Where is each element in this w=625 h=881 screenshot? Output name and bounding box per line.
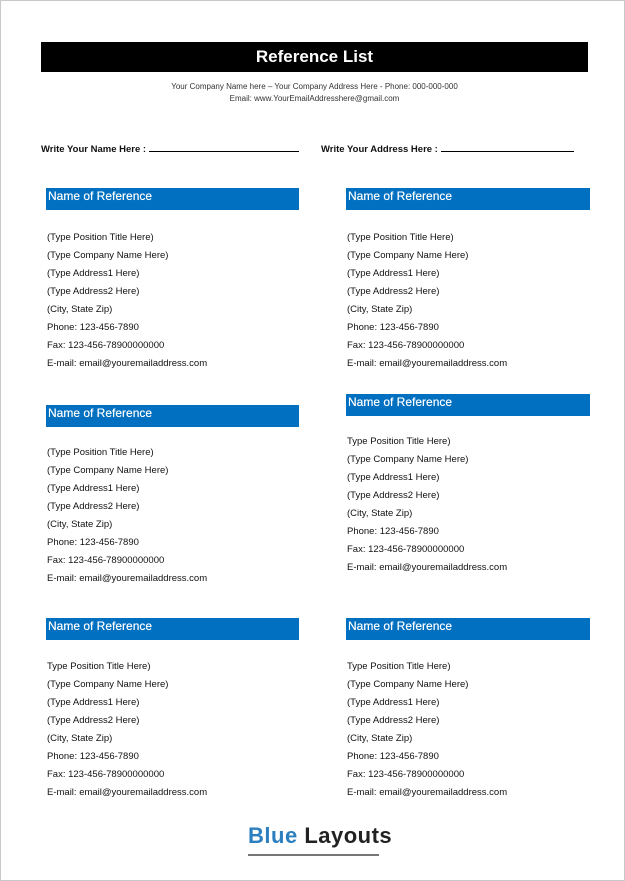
reference-heading: Name of Reference — [346, 394, 590, 416]
reference-fax: Fax: 123-456-78900000000 — [47, 555, 165, 566]
reference-heading: Name of Reference — [346, 618, 590, 640]
address-field — [321, 141, 574, 155]
reference-company: (Type Company Name Here) — [347, 250, 469, 261]
name-field-line[interactable] — [149, 141, 299, 152]
company-email-line: Email: www.YourEmailAddresshere@gmail.com — [229, 94, 400, 103]
reference-city: (City, State Zip) — [47, 733, 113, 744]
reference-address1: (Type Address1 Here) — [347, 472, 440, 483]
reference-address1: (Type Address1 Here) — [47, 697, 140, 708]
reference-heading: Name of Reference — [46, 405, 299, 427]
reference-phone: Phone: 123-456-7890 — [47, 537, 139, 548]
reference-company: (Type Company Name Here) — [47, 465, 169, 476]
reference-block — [346, 394, 590, 577]
reference-address2: (Type Address2 Here) — [347, 715, 440, 726]
reference-details — [46, 658, 299, 802]
reference-heading: Name of Reference — [46, 188, 299, 210]
reference-city: (City, State Zip) — [347, 733, 413, 744]
reference-heading: Name of Reference — [46, 618, 299, 640]
reference-fax: Fax: 123-456-78900000000 — [347, 544, 465, 555]
reference-block — [46, 618, 299, 802]
reference-phone: Phone: 123-456-7890 — [347, 751, 439, 762]
reference-phone: Phone: 123-456-7890 — [47, 751, 139, 762]
reference-fax: Fax: 123-456-78900000000 — [347, 340, 465, 351]
reference-address2: (Type Address2 Here) — [47, 286, 140, 297]
reference-company: (Type Company Name Here) — [47, 679, 169, 690]
reference-fax: Fax: 123-456-78900000000 — [347, 769, 465, 780]
blue-layouts-logo — [248, 823, 392, 855]
reference-details — [346, 433, 590, 577]
address-field-line[interactable] — [441, 141, 574, 152]
logo-word-blue: Blue — [248, 823, 298, 848]
address-field-label: Write Your Address Here : — [321, 144, 438, 155]
reference-address1: (Type Address1 Here) — [47, 483, 140, 494]
reference-city: (City, State Zip) — [47, 304, 113, 315]
reference-email: E-mail: email@youremailaddress.com — [47, 787, 208, 798]
reference-details — [346, 229, 590, 373]
reference-company: (Type Company Name Here) — [347, 454, 469, 465]
reference-block — [46, 405, 299, 588]
reference-position: (Type Position Title Here) — [47, 447, 154, 458]
logo-underline — [248, 854, 379, 856]
reference-address2: (Type Address2 Here) — [347, 490, 440, 501]
reference-company: (Type Company Name Here) — [47, 250, 169, 261]
reference-position: (Type Position Title Here) — [347, 232, 454, 243]
reference-address1: (Type Address1 Here) — [347, 697, 440, 708]
name-field — [41, 141, 299, 155]
reference-details — [46, 229, 299, 373]
reference-phone: Phone: 123-456-7890 — [347, 322, 439, 333]
reference-address1: (Type Address1 Here) — [347, 268, 440, 279]
reference-city: (City, State Zip) — [47, 519, 113, 530]
reference-phone: Phone: 123-456-7890 — [347, 526, 439, 537]
reference-address2: (Type Address2 Here) — [47, 501, 140, 512]
name-field-label: Write Your Name Here : — [41, 144, 147, 155]
reference-city: (City, State Zip) — [347, 508, 413, 519]
reference-details — [346, 658, 590, 802]
reference-position: (Type Position Title Here) — [47, 232, 154, 243]
reference-position: Type Position Title Here) — [47, 661, 151, 672]
logo-word-layouts: Layouts — [304, 823, 393, 848]
reference-address2: (Type Address2 Here) — [347, 286, 440, 297]
reference-fax: Fax: 123-456-78900000000 — [47, 769, 165, 780]
company-info-line: Your Company Name here – Your Company Address Here - Phone: 000-000-000 — [171, 82, 458, 91]
reference-email: E-mail: email@youremailaddress.com — [347, 358, 508, 369]
reference-email: E-mail: email@youremailaddress.com — [347, 787, 508, 798]
reference-email: E-mail: email@youremailaddress.com — [47, 358, 208, 369]
reference-details — [46, 444, 299, 588]
reference-heading: Name of Reference — [346, 188, 590, 210]
reference-position: Type Position Title Here) — [347, 436, 451, 447]
reference-phone: Phone: 123-456-7890 — [47, 322, 139, 333]
page-title: Reference List — [41, 42, 588, 72]
reference-city: (City, State Zip) — [347, 304, 413, 315]
reference-block — [346, 188, 590, 373]
reference-fax: Fax: 123-456-78900000000 — [47, 340, 165, 351]
reference-email: E-mail: email@youremailaddress.com — [347, 562, 508, 573]
reference-address1: (Type Address1 Here) — [47, 268, 140, 279]
reference-company: (Type Company Name Here) — [347, 679, 469, 690]
reference-block — [46, 188, 299, 373]
reference-position: Type Position Title Here) — [347, 661, 451, 672]
reference-block — [346, 618, 590, 802]
reference-email: E-mail: email@youremailaddress.com — [47, 573, 208, 584]
reference-address2: (Type Address2 Here) — [47, 715, 140, 726]
